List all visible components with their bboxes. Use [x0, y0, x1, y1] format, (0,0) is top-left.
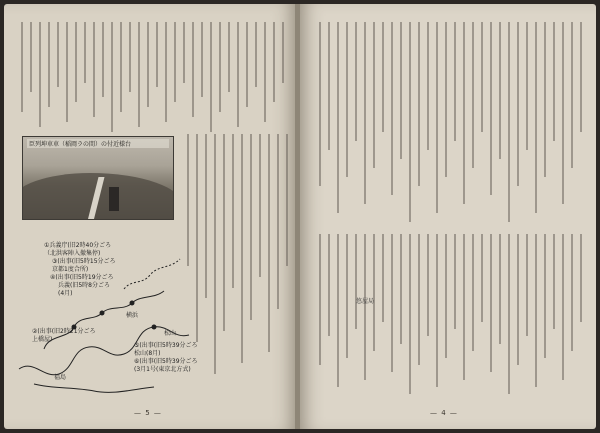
- text-line: [219, 22, 221, 112]
- text-line: [192, 22, 194, 117]
- text-line: [232, 134, 234, 288]
- photo-caption: 臣列坤車車（稲岡ラの間）の付近様台: [27, 139, 169, 148]
- map-label-3: ③(出事(旧5時15分ごろ: [52, 258, 116, 265]
- text-line: [553, 234, 555, 329]
- text-line: [210, 22, 212, 132]
- map-label-8: ②(出事(旧2時21分ごろ: [32, 328, 96, 335]
- text-line: [427, 234, 429, 336]
- text-line: [129, 22, 131, 92]
- right-page: [300, 4, 596, 429]
- text-line: [120, 22, 122, 112]
- text-line: [237, 22, 239, 127]
- text-line: [102, 22, 104, 97]
- text-line: [409, 22, 411, 222]
- text-line: [346, 234, 348, 358]
- text-line: [241, 134, 243, 363]
- text-line: [391, 22, 393, 195]
- text-line: [259, 134, 261, 277]
- text-line: [214, 134, 216, 374]
- text-line: [454, 22, 456, 141]
- text-line: [544, 22, 546, 177]
- text-line: [147, 22, 149, 107]
- text-line: [562, 234, 564, 380]
- text-line: [165, 22, 167, 122]
- text-line: [138, 22, 140, 127]
- map-label-10: 横浜: [126, 312, 139, 319]
- text-line: [355, 234, 357, 329]
- map-label-6: 兵義(旧5時8分ごろ: [58, 282, 110, 289]
- left-top-text-block: [16, 22, 286, 132]
- text-line: [481, 22, 483, 132]
- map-label-14: (3月1号(東京北方式): [134, 366, 191, 373]
- left-page-number: — 5 —: [134, 409, 162, 417]
- text-line: [499, 234, 501, 344]
- text-line: [409, 234, 411, 394]
- text-line: [553, 22, 555, 141]
- map-label-1: ①兵義庁(旧2時40分ごろ: [44, 242, 112, 249]
- map-label-2: （北洪客陣入撤集停): [44, 250, 101, 257]
- text-line: [373, 22, 375, 168]
- map-label-4: 京都1度合所): [52, 266, 89, 273]
- text-line: [436, 22, 438, 213]
- text-line: [580, 22, 582, 132]
- text-line: [382, 22, 384, 132]
- text-line: [382, 234, 384, 322]
- map-label-9: 上橋屋): [32, 336, 53, 343]
- left-page: [4, 4, 296, 429]
- text-line: [373, 234, 375, 351]
- text-line: [205, 134, 207, 298]
- text-line: [490, 22, 492, 195]
- text-line: [463, 22, 465, 204]
- text-line: [30, 22, 32, 92]
- text-line: [282, 22, 284, 83]
- right-bottom-text-block: [316, 234, 584, 394]
- text-line: [517, 234, 519, 365]
- text-line: [21, 22, 23, 112]
- text-line: [427, 22, 429, 150]
- text-line: [66, 22, 68, 122]
- text-line: [183, 22, 185, 83]
- text-line: [337, 234, 339, 387]
- text-line: [328, 234, 330, 336]
- text-line: [228, 22, 230, 92]
- text-line: [111, 22, 113, 132]
- text-line: [454, 234, 456, 329]
- text-line: [472, 22, 474, 168]
- text-line: [544, 234, 546, 358]
- text-line: [246, 22, 248, 107]
- map-label-12: 松山(8月): [134, 350, 161, 357]
- right-top-text-block: [316, 22, 584, 222]
- text-line: [93, 22, 95, 117]
- map-label-11: ⑤(出事(旧5時39分ごろ: [134, 342, 198, 349]
- text-line: [319, 22, 321, 186]
- map-label-16: 福島: [54, 374, 67, 381]
- text-line: [499, 22, 501, 159]
- text-line: [535, 22, 537, 213]
- route-map: [14, 229, 204, 399]
- text-line: [400, 22, 402, 159]
- text-line: [535, 234, 537, 387]
- text-line: [526, 234, 528, 336]
- text-line: [264, 22, 266, 122]
- text-line: [250, 134, 252, 320]
- text-line: [277, 134, 279, 309]
- text-line: [481, 234, 483, 322]
- text-line: [571, 234, 573, 351]
- text-line: [364, 234, 366, 380]
- text-line: [84, 22, 86, 83]
- text-line: [418, 234, 420, 365]
- text-line: [223, 134, 225, 331]
- text-line: [472, 234, 474, 351]
- right-page-number: — 4 —: [430, 409, 458, 417]
- text-line: [201, 22, 203, 97]
- map-label-15: 松山: [164, 330, 177, 337]
- text-line: [508, 22, 510, 222]
- text-line: [391, 234, 393, 372]
- photo-train: [109, 187, 119, 211]
- text-line: [463, 234, 465, 380]
- text-line: [286, 134, 288, 266]
- text-line: [400, 234, 402, 344]
- text-line: [319, 234, 321, 365]
- map-label-13: ⑥(出事(旧5時39分ごろ: [134, 358, 198, 365]
- text-line: [445, 234, 447, 358]
- text-line: [445, 22, 447, 177]
- text-line: [517, 22, 519, 186]
- text-line: [436, 234, 438, 387]
- text-line: [255, 22, 257, 87]
- text-line: [580, 234, 582, 322]
- text-line: [75, 22, 77, 102]
- text-line: [57, 22, 59, 87]
- map-label-5: ④(出事(旧5時19分ごろ: [50, 274, 114, 281]
- right-section-label: 悠屋局: [356, 298, 375, 305]
- text-line: [273, 22, 275, 102]
- text-line: [174, 22, 176, 102]
- text-line: [346, 22, 348, 177]
- text-line: [48, 22, 50, 107]
- text-line: [328, 22, 330, 150]
- text-line: [268, 134, 270, 352]
- text-line: [571, 22, 573, 168]
- text-line: [490, 234, 492, 372]
- text-line: [39, 22, 41, 127]
- map-label-7: (4月): [58, 290, 73, 297]
- text-line: [526, 22, 528, 150]
- text-line: [364, 22, 366, 204]
- text-line: [562, 22, 564, 204]
- text-line: [508, 234, 510, 394]
- text-line: [156, 22, 158, 87]
- train-photo: [22, 136, 174, 220]
- text-line: [337, 22, 339, 213]
- text-line: [418, 22, 420, 186]
- text-line: [355, 22, 357, 141]
